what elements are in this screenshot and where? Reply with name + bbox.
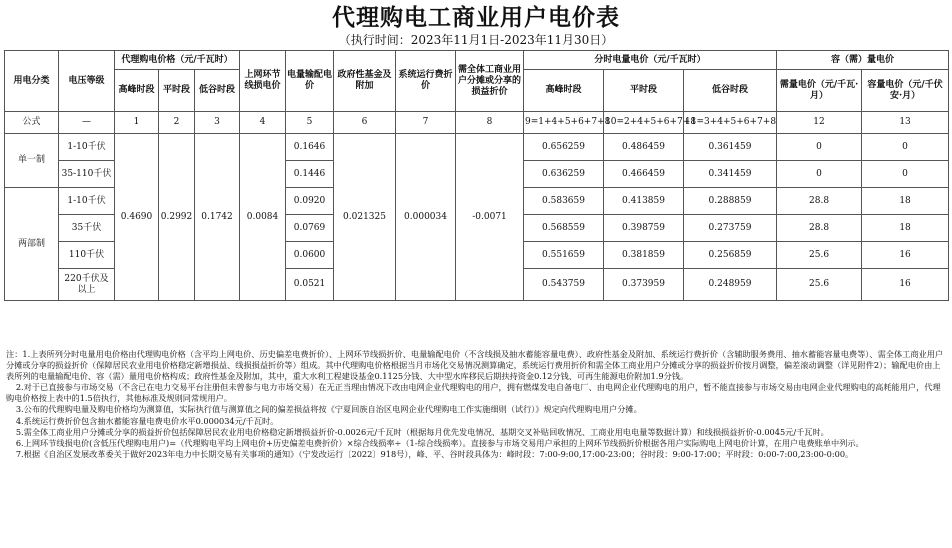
capacity-cell: 0: [862, 161, 949, 188]
formula-label: 公式: [5, 112, 59, 134]
tou-peak-cell: 0.656259: [524, 134, 604, 161]
formula-cell: 2: [159, 112, 195, 134]
formula-cell: 12: [777, 112, 862, 134]
demand-cell: 0: [777, 161, 862, 188]
header-tou-valley: 低谷时段: [684, 70, 777, 112]
tou-peak-cell: 0.543759: [524, 269, 604, 301]
transmission-cell: 0.0920: [286, 188, 334, 215]
header-category: 用电分类: [5, 51, 59, 112]
tou-peak-cell: 0.583659: [524, 188, 604, 215]
table-row: [5, 134, 949, 161]
tou-valley-cell: 0.288859: [684, 188, 777, 215]
note-1: 注：1.上表所列分时电量用电价格由代理购电价格（含平均上网电价、历史偏差电费折价）、上网环节线损折价、电量输配电价（不含线损及抽水蓄能容量电费）、政府性基金及附加、系统运行费折价（含辅助服务费用、抽水蓄能容量电费等）、需全体工商业用户分摊或分享的损益折价（保障居民农业用电价格稳定新增损益、线损损益折价等）组成。其中代理购电价格根据当月市场化交易情况测算确定，系统运行费用折价和需全体工商业用户分摊或分享的损益折价按月调整，偏差滚动调整（详见附件2）；输配电价由上表所列的电量输配电价、容（需）量用电价格构成；政府性基金及附加，其中，重大水利工程建设基金0.1125分钱、大中型水库移民后期扶持资金0.12分钱、可再生能源电价附加1.9分钱。: [6, 349, 944, 382]
page-subtitle: （执行时间：2023年11月1日-2023年11月30日）: [338, 33, 614, 47]
tou-peak-cell: 0.551659: [524, 242, 604, 269]
header-flat: 平时段: [159, 70, 195, 112]
transmission-cell: 0.0769: [286, 215, 334, 242]
note-5: 5.需全体工商业用户分摊或分享的损益折价包括保障居民农业用电价格稳定新增损益折价-0.0026元/千瓦时（根据每月优先发电情况、基期交叉补贴回收情况、工商业用电电量等数据计算）和线损损益折价-0.0045元/千瓦时。: [15, 426, 829, 437]
tou-flat-cell: 0.413859: [604, 188, 684, 215]
header-loss-share: 需全体工商业用户分摊或分享的损益折价: [456, 51, 524, 112]
tou-flat-cell: 0.486459: [604, 134, 684, 161]
transmission-cell: 0.1646: [286, 134, 334, 161]
voltage-cell: 1-10千伏: [59, 134, 115, 161]
header-transmission: 电量输配电价: [286, 51, 334, 112]
tou-flat-cell: 0.373959: [604, 269, 684, 301]
voltage-cell: 35-110千伏: [59, 161, 115, 188]
system-fee-value: 0.000034: [396, 134, 456, 301]
note-2: 2.对于已直接参与市场交易（不含已在电力交易平台注册但未曾参与电力市场交易）在无正当理由情况下改由电网企业代理购电的用户，拥有燃煤发电自备电厂、由电网企业代理购电的用户，暂不能直接参与市场交易由电网企业代理购电的高耗能用户，代理购电价格按上表中的1.5倍执行，其他标准及规则同常规用户。: [6, 382, 941, 404]
tou-flat-cell: 0.381859: [604, 242, 684, 269]
formula-row: [5, 112, 949, 134]
formula-cell: 1: [115, 112, 159, 134]
formula-cell: 6: [334, 112, 396, 134]
demand-cell: 0: [777, 134, 862, 161]
formula-cell: 4: [240, 112, 286, 134]
notes-section: [6, 349, 946, 460]
formula-cell: 10=2+4+5+6+7+8: [604, 112, 684, 134]
page-title: 代理购电工商业用户电价表: [332, 4, 620, 31]
note-6: 6.上网环节线损电价(含低压代理购电用户)=（代理购电平均上网电价+历史偏差电费折价）×综合线损率÷（1-综合线损率）。直接参与市场交易用户承担的上网环节线损折价根据各用户实际购电上网电价计算，在用户电费账单中列示。: [15, 437, 864, 448]
formula-cell: 13: [862, 112, 949, 134]
price-table: [4, 50, 949, 301]
tou-peak-cell: 0.568559: [524, 215, 604, 242]
tou-valley-cell: 0.248959: [684, 269, 777, 301]
header-agency-price: 代理购电价格（元/千瓦时）: [115, 51, 240, 70]
voltage-cell: 1-10千伏: [59, 188, 115, 215]
tou-flat-cell: 0.398759: [604, 215, 684, 242]
category-single: 单一制: [5, 134, 59, 188]
header-demand-price: 需量电价（元/千瓦·月）: [777, 70, 862, 112]
header-gov-fund: 政府性基金及附加: [334, 51, 396, 112]
demand-cell: 28.8: [777, 215, 862, 242]
tou-valley-cell: 0.256859: [684, 242, 777, 269]
demand-cell: 28.8: [777, 188, 862, 215]
agency-peak-value: 0.4690: [115, 134, 159, 301]
voltage-cell: 220千伏及以上: [59, 269, 115, 301]
transmission-cell: 0.0600: [286, 242, 334, 269]
formula-cell: 5: [286, 112, 334, 134]
demand-cell: 25.6: [777, 242, 862, 269]
capacity-cell: 18: [862, 188, 949, 215]
note-4: 4.系统运行费折价包含抽水蓄能容量电费电价水平0.000034元/千瓦时。: [15, 415, 279, 426]
header-row-1: [5, 51, 949, 70]
header-tou-price: 分时电量电价（元/千瓦时）: [524, 51, 777, 70]
capacity-cell: 16: [862, 242, 949, 269]
formula-cell: 11=3+4+5+6+7+8: [684, 112, 777, 134]
note-3: 3.公布的代理购电量及购电价格均为测算值，实际执行值与测算值之间的偏差损益将按《宁夏回族自治区电网企业代理购电工作实施细则（试行）》规定向代理购电用户分摊。: [15, 404, 642, 415]
tou-peak-cell: 0.636259: [524, 161, 604, 188]
transmission-cell: 0.0521: [286, 269, 334, 301]
tou-valley-cell: 0.341459: [684, 161, 777, 188]
formula-cell: 3: [195, 112, 240, 134]
voltage-cell: 110千伏: [59, 242, 115, 269]
capacity-cell: 0: [862, 134, 949, 161]
header-capacity-price-unit: 容量电价（元/千伏安·月）: [862, 70, 949, 112]
header-tou-peak: 高峰时段: [524, 70, 604, 112]
tou-valley-cell: 0.361459: [684, 134, 777, 161]
tou-valley-cell: 0.273759: [684, 215, 777, 242]
header-voltage: 电压等级: [59, 51, 115, 112]
capacity-cell: 16: [862, 269, 949, 301]
agency-flat-value: 0.2992: [159, 134, 195, 301]
transmission-cell: 0.1446: [286, 161, 334, 188]
tou-flat-cell: 0.466459: [604, 161, 684, 188]
formula-cell: 7: [396, 112, 456, 134]
voltage-cell: 35千伏: [59, 215, 115, 242]
header-system-fee: 系统运行费折价: [396, 51, 456, 112]
demand-cell: 25.6: [777, 269, 862, 301]
header-peak: 高峰时段: [115, 70, 159, 112]
header-tou-flat: 平时段: [604, 70, 684, 112]
loss-share-value: -0.0071: [456, 134, 524, 301]
formula-cell: 8: [456, 112, 524, 134]
gov-fund-value: 0.021325: [334, 134, 396, 301]
header-valley: 低谷时段: [195, 70, 240, 112]
formula-dash: —: [59, 112, 115, 134]
capacity-cell: 18: [862, 215, 949, 242]
header-line-loss: 上网环节线损电价: [240, 51, 286, 112]
line-loss-value: 0.0084: [240, 134, 286, 301]
note-7: 7.根据《自治区发展改革委关于做好2023年电力中长期交易有关事项的通知》（宁发改运行〔2022〕918号），峰、平、谷时段具体为：峰时段：7:00-9:00,17:00-23:00；谷时段：9:00-17:00；平时段：0:00-7:00,23:00-0:00。: [15, 448, 854, 459]
header-capacity-price: 容（需）量电价: [777, 51, 949, 70]
agency-valley-value: 0.1742: [195, 134, 240, 301]
category-two-part: 两部制: [5, 188, 59, 301]
formula-cell: 9=1+4+5+6+7+8: [524, 112, 604, 134]
